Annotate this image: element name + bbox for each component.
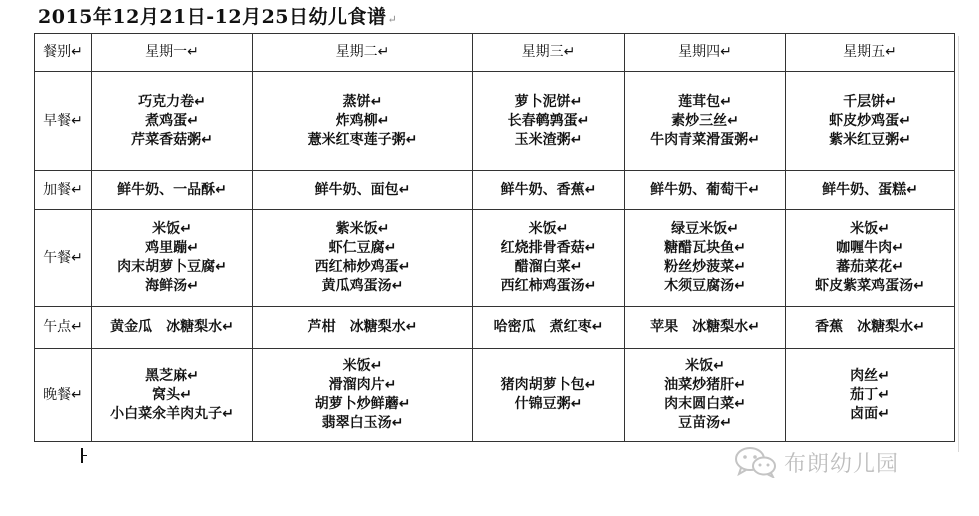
dish-line xyxy=(92,258,252,277)
paragraph-mark: ↵ xyxy=(398,396,411,412)
dish-line xyxy=(473,239,624,258)
cell-label: 加餐 xyxy=(43,181,72,198)
paragraph-mark: ↵ xyxy=(591,319,604,335)
dish-name: 小白菜氽羊肉丸子 xyxy=(110,405,223,422)
paragraph-mark: ↵ xyxy=(727,221,739,237)
dish-name: 鲜牛奶、一品酥 xyxy=(117,181,216,198)
dish-name: 素炒三丝 xyxy=(671,112,728,129)
dish-line xyxy=(786,131,954,150)
dish-line xyxy=(473,181,624,200)
dish-name: 苹果 冰糖梨水 xyxy=(650,319,749,335)
meal-label-cell xyxy=(35,171,92,210)
dish-line xyxy=(625,181,785,200)
paragraph-mark: ↵ xyxy=(201,131,213,148)
paragraph-mark: ↵ xyxy=(71,181,83,198)
dish-line xyxy=(92,405,252,424)
dish-name: 哈密瓜 煮红枣 xyxy=(493,319,592,335)
dish-line xyxy=(35,249,91,268)
menu-cell xyxy=(786,72,955,171)
dish-line xyxy=(625,395,785,414)
paragraph-mark: ↵ xyxy=(878,367,890,384)
paragraph-mark: ↵ xyxy=(556,221,569,237)
dish-line xyxy=(786,112,954,131)
menu-cell xyxy=(786,307,955,349)
dish-name: 肉末胡萝卜豆腐 xyxy=(117,259,216,275)
paragraph-mark: ↵ xyxy=(194,93,206,110)
dish-name: 海鲜汤 xyxy=(145,278,188,294)
dish-name: 煮鸡蛋 xyxy=(145,112,188,129)
paragraph-mark: ↵ xyxy=(906,181,918,198)
paragraph-mark: ↵ xyxy=(584,377,597,393)
dish-line xyxy=(625,318,785,337)
dish-name: 长春鹌鹑蛋 xyxy=(507,112,578,129)
dish-line xyxy=(786,405,954,424)
paragraph-mark: ↵ xyxy=(405,131,418,148)
paragraph-mark: ↵ xyxy=(892,259,904,275)
paragraph-mark: ↵ xyxy=(734,259,746,275)
header-day-cell xyxy=(625,34,786,72)
dish-name: 米饭 xyxy=(850,221,879,237)
dish-line xyxy=(35,386,91,405)
menu-cell xyxy=(473,210,625,307)
dish-name: 莲茸包 xyxy=(678,93,721,110)
menu-cell xyxy=(625,171,786,210)
dish-line xyxy=(625,112,785,131)
paragraph-mark: ↵ xyxy=(720,44,732,60)
dish-line xyxy=(473,318,624,337)
menu-cell xyxy=(786,171,955,210)
dish-name: 滑溜肉片 xyxy=(328,377,385,393)
paragraph-mark: ↵ xyxy=(913,319,925,335)
menu-cell xyxy=(786,349,955,442)
dish-line xyxy=(253,220,472,239)
dish-line xyxy=(625,43,785,62)
paragraph-mark: ↵ xyxy=(748,131,760,148)
dish-line xyxy=(253,181,472,200)
dish-name: 紫米饭 xyxy=(335,221,378,237)
dish-name: 窝头 xyxy=(152,386,181,403)
page-edge-line xyxy=(958,36,959,452)
dish-line xyxy=(92,131,252,150)
paragraph-mark: ↵ xyxy=(878,221,890,237)
dish-name: 米饭 xyxy=(342,358,371,374)
menu-cell xyxy=(473,349,625,442)
dish-line xyxy=(625,414,785,433)
paragraph-mark: ↵ xyxy=(222,319,234,335)
page-title xyxy=(38,2,397,29)
dish-name: 油菜炒猪肝 xyxy=(664,377,735,393)
table-row xyxy=(35,307,955,349)
menu-cell xyxy=(253,210,473,307)
paragraph-mark: ↵ xyxy=(187,367,199,384)
dish-name: 牛肉青菜滑蛋粥 xyxy=(650,131,749,148)
dish-name: 猪肉胡萝卜包 xyxy=(500,377,585,393)
paragraph-mark: ↵ xyxy=(187,278,199,294)
dish-line xyxy=(473,112,624,131)
dish-line xyxy=(253,112,472,131)
paragraph-mark: ↵ xyxy=(215,181,227,198)
dish-line xyxy=(92,112,252,131)
watermark xyxy=(734,446,899,478)
paragraph-mark: ↵ xyxy=(370,358,383,374)
dish-name: 米饭 xyxy=(528,221,557,237)
dish-line xyxy=(786,258,954,277)
dish-name: 鲜牛奶、蛋糕 xyxy=(822,181,907,198)
menu-cell xyxy=(92,307,253,349)
paragraph-mark: ↵ xyxy=(71,319,83,335)
dish-line xyxy=(625,93,785,112)
paragraph-mark: ↵ xyxy=(570,259,583,275)
paragraph-mark: ↵ xyxy=(215,259,227,275)
dish-name: 炸鸡柳 xyxy=(335,112,378,129)
paragraph-mark: ↵ xyxy=(563,44,576,60)
cell-label: 晚餐 xyxy=(43,386,72,403)
menu-cell xyxy=(625,210,786,307)
paragraph-mark: ↵ xyxy=(370,93,383,110)
dish-line xyxy=(92,43,252,62)
paragraph-mark: ↵ xyxy=(584,181,597,198)
dish-name: 茄丁 xyxy=(850,386,879,403)
cell-label: 餐别 xyxy=(43,44,72,60)
dish-line xyxy=(92,181,252,200)
dish-name: 黑芝麻 xyxy=(145,367,188,384)
dish-name: 胡萝卜炒鲜蘑 xyxy=(314,396,399,412)
paragraph-mark: ↵ xyxy=(377,44,390,60)
cell-label: 午点 xyxy=(43,319,72,335)
title-text: 2015年12月21日-12月25日幼儿食谱 xyxy=(38,6,387,28)
dish-name: 木须豆腐汤 xyxy=(664,278,735,294)
dish-name: 咖喱牛肉 xyxy=(836,240,893,256)
paragraph-mark: ↵ xyxy=(734,396,746,412)
paragraph-mark: ↵ xyxy=(734,278,746,294)
paragraph-mark: ↵ xyxy=(892,240,904,256)
dish-line xyxy=(92,367,252,386)
dish-line xyxy=(473,43,624,62)
dish-line xyxy=(786,93,954,112)
dish-line xyxy=(473,131,624,150)
dish-line xyxy=(473,376,624,395)
dish-name: 芹菜香菇粥 xyxy=(131,131,202,148)
dish-name: 虾皮炒鸡蛋 xyxy=(829,112,900,129)
paragraph-mark: ↵ xyxy=(878,386,890,403)
paragraph-mark: ↵ xyxy=(899,112,911,129)
paragraph-mark: ↵ xyxy=(899,131,911,148)
meal-label-cell xyxy=(35,307,92,349)
menu-cell xyxy=(625,349,786,442)
dish-line xyxy=(473,93,624,112)
menu-cell xyxy=(92,171,253,210)
dish-name: 卤面 xyxy=(850,405,879,422)
paragraph-mark: ↵ xyxy=(720,93,732,110)
dish-line xyxy=(92,220,252,239)
menu-cell xyxy=(473,307,625,349)
paragraph-mark: ↵ xyxy=(391,415,404,431)
paragraph-mark: ↵ xyxy=(71,112,83,129)
cell-label: 午餐 xyxy=(43,249,72,266)
table-row xyxy=(35,349,955,442)
dish-line xyxy=(625,376,785,395)
dish-line xyxy=(625,239,785,258)
text-cursor-mark xyxy=(81,455,87,456)
meal-label-cell xyxy=(35,72,92,171)
dish-name: 紫米红豆粥 xyxy=(829,131,900,148)
dish-name: 鲜牛奶、葡萄干 xyxy=(650,181,749,198)
dish-line xyxy=(786,43,954,62)
dish-name: 绿豆米饭 xyxy=(671,221,728,237)
dish-line xyxy=(253,318,472,337)
dish-line xyxy=(92,93,252,112)
dish-line xyxy=(92,239,252,258)
menu-cell xyxy=(253,349,473,442)
cell-label: 星期二 xyxy=(335,44,378,60)
meal-label-cell xyxy=(35,349,92,442)
dish-name: 醋溜白菜 xyxy=(514,259,571,275)
dish-name: 豆苗汤 xyxy=(678,415,721,431)
cell-label: 星期五 xyxy=(843,44,886,60)
dish-line xyxy=(625,277,785,296)
header-day-cell xyxy=(253,34,473,72)
cell-label: 星期四 xyxy=(678,44,721,60)
dish-line xyxy=(35,43,91,62)
paragraph-mark: ↵ xyxy=(727,112,739,129)
menu-cell xyxy=(473,171,625,210)
paragraph-mark: ↵ xyxy=(570,131,583,148)
header-corner-cell xyxy=(35,34,92,72)
dish-line xyxy=(786,239,954,258)
header-row xyxy=(35,34,955,72)
menu-cell xyxy=(92,210,253,307)
dish-name: 香蕉 冰糖梨水 xyxy=(815,319,914,335)
dish-line xyxy=(473,258,624,277)
dish-line xyxy=(473,277,624,296)
wechat-icon xyxy=(734,446,778,478)
cell-label: 星期三 xyxy=(521,44,564,60)
paragraph-mark: ↵ xyxy=(222,405,234,422)
dish-line xyxy=(92,318,252,337)
dish-line xyxy=(786,318,954,337)
dish-name: 米饭 xyxy=(685,358,714,374)
paragraph-mark: ↵ xyxy=(885,44,897,60)
dish-line xyxy=(786,220,954,239)
menu-table xyxy=(34,33,955,442)
paragraph-mark: ↵ xyxy=(71,386,83,403)
dish-name: 米饭 xyxy=(152,221,181,237)
dish-line xyxy=(253,131,472,150)
dish-name: 粉丝炒菠菜 xyxy=(664,259,735,275)
dish-name: 鲜牛奶、面包 xyxy=(314,181,399,198)
dish-name: 糖醋瓦块鱼 xyxy=(664,240,735,256)
paragraph-mark: ↵ xyxy=(377,221,390,237)
dish-name: 肉丝 xyxy=(850,367,879,384)
paragraph-mark: ↵ xyxy=(570,93,583,110)
dish-name: 虾皮紫菜鸡蛋汤 xyxy=(815,278,914,294)
dish-name: 翡翠白玉汤 xyxy=(321,415,392,431)
paragraph-mark: ↵ xyxy=(187,240,199,256)
dish-name: 黄瓜鸡蛋汤 xyxy=(321,278,392,294)
dish-line xyxy=(473,395,624,414)
dish-line xyxy=(786,367,954,386)
dish-name: 鲜牛奶、香蕉 xyxy=(500,181,585,198)
dish-line xyxy=(253,357,472,376)
dish-name: 萝卜泥饼 xyxy=(514,93,571,110)
paragraph-mark: ↵ xyxy=(913,278,925,294)
paragraph-mark: ↵ xyxy=(405,319,418,335)
dish-line xyxy=(253,43,472,62)
paragraph-mark: ↵ xyxy=(720,415,732,431)
dish-name: 芦柑 冰糖梨水 xyxy=(307,319,406,335)
dish-name: 西红柿炒鸡蛋 xyxy=(314,259,399,275)
dish-name: 黄金瓜 冰糖梨水 xyxy=(110,319,223,335)
paragraph-mark: ↵ xyxy=(885,93,897,110)
paragraph-mark: ↵ xyxy=(187,44,199,60)
dish-line xyxy=(253,395,472,414)
menu-cell xyxy=(625,72,786,171)
dish-line xyxy=(625,131,785,150)
dish-line xyxy=(253,414,472,433)
paragraph-mark: ↵ xyxy=(734,240,746,256)
menu-cell xyxy=(92,349,253,442)
dish-line xyxy=(786,386,954,405)
menu-cell xyxy=(786,210,955,307)
paragraph-mark: ↵ xyxy=(570,396,583,412)
dish-line xyxy=(253,277,472,296)
paragraph-mark: ↵ xyxy=(71,44,83,60)
menu-cell xyxy=(253,171,473,210)
paragraph-mark: ↵ xyxy=(748,319,760,335)
menu-table-body xyxy=(35,34,955,442)
menu-cell xyxy=(253,307,473,349)
dish-name: 千层饼 xyxy=(843,93,886,110)
dish-name: 玉米渣粥 xyxy=(514,131,571,148)
dish-name: 肉末圆白菜 xyxy=(664,396,735,412)
dish-name: 鸡里蹦 xyxy=(145,240,188,256)
paragraph-mark: ↵ xyxy=(377,112,390,129)
paragraph-mark: ↵ xyxy=(180,221,192,237)
dish-line xyxy=(473,220,624,239)
watermark-text: 布朗幼儿园 xyxy=(784,451,900,477)
header-day-cell xyxy=(786,34,955,72)
menu-cell xyxy=(92,72,253,171)
dish-name: 红烧排骨香菇 xyxy=(500,240,585,256)
dish-name: 薏米红枣莲子粥 xyxy=(307,131,406,148)
menu-cell xyxy=(253,72,473,171)
table-row xyxy=(35,171,955,210)
dish-name: 巧克力卷 xyxy=(138,93,195,110)
dish-line xyxy=(786,277,954,296)
paragraph-mark: ↵ xyxy=(584,240,597,256)
menu-cell xyxy=(473,72,625,171)
dish-line xyxy=(625,220,785,239)
header-day-cell xyxy=(473,34,625,72)
cell-label: 早餐 xyxy=(43,112,72,129)
paragraph-mark: ↵ xyxy=(391,278,404,294)
dish-name: 虾仁豆腐 xyxy=(328,240,385,256)
meal-label-cell xyxy=(35,210,92,307)
paragraph-mark: ↵ xyxy=(384,377,397,393)
paragraph-mark: ↵ xyxy=(734,377,746,393)
dish-line xyxy=(35,318,91,337)
menu-cell xyxy=(625,307,786,349)
paragraph-mark: ↵ xyxy=(577,112,590,129)
paragraph-mark: ↵ xyxy=(878,405,890,422)
dish-name: 蒸饼 xyxy=(342,93,371,110)
dish-line xyxy=(253,376,472,395)
table-row xyxy=(35,72,955,171)
dish-line xyxy=(92,277,252,296)
paragraph-mark: ↵ xyxy=(387,13,398,26)
dish-line xyxy=(786,181,954,200)
dish-name: 什锦豆粥 xyxy=(514,396,571,412)
paragraph-mark: ↵ xyxy=(187,112,199,129)
paragraph-mark: ↵ xyxy=(398,181,411,198)
paragraph-mark: ↵ xyxy=(584,278,597,294)
dish-line xyxy=(253,258,472,277)
header-day-cell xyxy=(92,34,253,72)
paragraph-mark: ↵ xyxy=(748,181,760,198)
dish-line xyxy=(92,386,252,405)
dish-line xyxy=(253,239,472,258)
dish-name: 蕃茄菜花 xyxy=(836,259,893,275)
dish-name: 西红柿鸡蛋汤 xyxy=(500,278,585,294)
paragraph-mark: ↵ xyxy=(71,249,83,266)
dish-line xyxy=(35,181,91,200)
dish-line xyxy=(35,112,91,131)
paragraph-mark: ↵ xyxy=(398,259,411,275)
dish-line xyxy=(625,258,785,277)
dish-line xyxy=(625,357,785,376)
dish-line xyxy=(253,93,472,112)
paragraph-mark: ↵ xyxy=(180,386,192,403)
cell-label: 星期一 xyxy=(145,44,188,60)
table-row xyxy=(35,210,955,307)
paragraph-mark: ↵ xyxy=(713,358,725,374)
paragraph-mark: ↵ xyxy=(384,240,397,256)
